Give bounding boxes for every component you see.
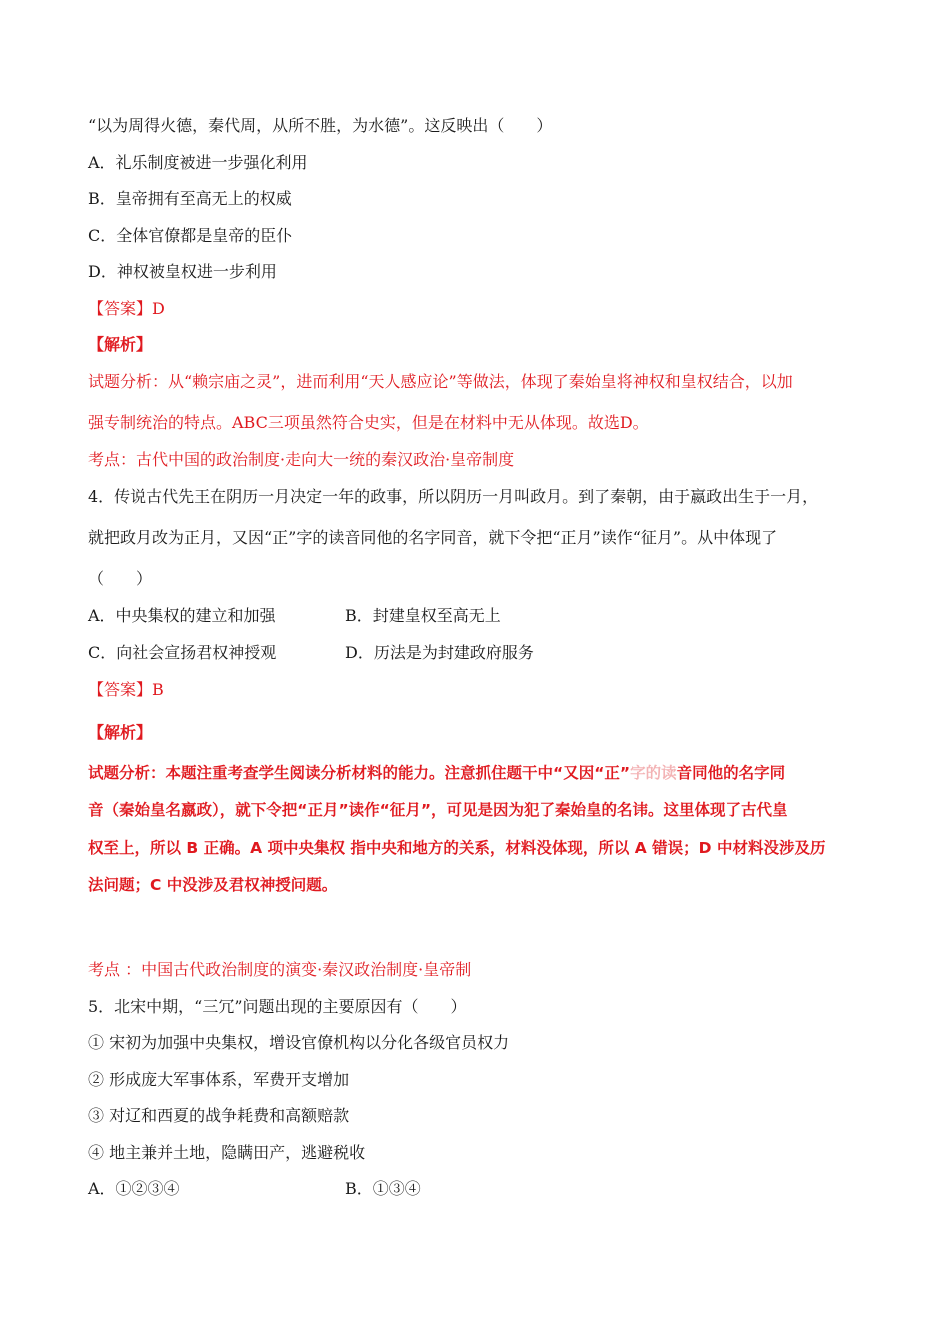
q5-item-1: ① 宋初为加强中央集权，增设官僚机构以分化各级官员权力 (88, 1033, 510, 1052)
q5-item-4: ④ 地主兼并土地，隐瞒田产，逃避税收 (88, 1143, 366, 1162)
q4-analysis-line-1a: 试题分析：本题注重考查学生阅读分析材料的能力。注意抓住题干中“又因“正” (88, 764, 631, 782)
q4-analysis-line-4: 法问题；C 中没涉及君权神授问题。 (88, 876, 338, 894)
q4-analysis-line-2: 音（秦始皇名嬴政），就下令把“正月”读作“征月”，可见是因为犯了秦始皇的名讳。这里体现了古代皇 (88, 801, 788, 819)
q3-analysis-line-1: 试题分析：从“赖宗庙之灵”，进而利用“天人感应论”等做法，体现了秦始皇将神权和皇权结合，以加 (88, 372, 793, 391)
q4-analysis-line-1b: 字的读 (630, 764, 677, 782)
q3-option-b: B．皇帝拥有至高无上的权威 (88, 189, 292, 208)
q3-kaodian: 考点：古代中国的政治制度·走向大一统的秦汉政治·皇帝制度 (88, 450, 515, 469)
q5-option-b: B．①③④ (345, 1179, 421, 1198)
q4-stem-line-3: （ ） (88, 569, 153, 588)
q4-option-a: A．中央集权的建立和加强 (88, 606, 276, 625)
q3-answer: 【答案】D (88, 299, 165, 318)
q4-kaodian: 考点 ：中国古代政治制度的演变·秦汉政治制度·皇帝制 (88, 960, 472, 979)
q4-stem-line-2: 就把政月改为正月，又因“正”字的读音同他的名字同音，就下令把“正月”读作“征月”。从中体现了 (88, 528, 778, 547)
q4-option-b: B．封建皇权至高无上 (345, 606, 501, 625)
q4-option-d: D．历法是为封建政府服务 (345, 643, 534, 662)
q4-analysis-title: 【解析】 (88, 723, 153, 742)
q3-analysis-title: 【解析】 (88, 335, 153, 354)
q4-stem-line-1: 4．传说古代先王在阴历一月决定一年的政事，所以阴历一月叫政月。到了秦朝，由于嬴政出生于一月， (88, 487, 819, 506)
q3-analysis-line-2: 强专制统治的特点。ABC三项虽然符合史实，但是在材料中无从体现。故选D。 (88, 413, 649, 432)
q4-answer: 【答案】B (88, 680, 164, 699)
q4-analysis-line-1 (88, 762, 785, 784)
q4-option-c: C．向社会宣扬君权神授观 (88, 643, 277, 662)
q5-item-3: ③ 对辽和西夏的战争耗费和高额赔款 (88, 1106, 350, 1125)
q3-option-c: C．全体官僚都是皇帝的臣仆 (88, 226, 293, 245)
q5-option-a: A．①②③④ (88, 1179, 180, 1198)
q3-option-d: D．神权被皇权进一步利用 (88, 262, 277, 281)
q4-analysis-line-1c: 音同他的名字同 (676, 764, 786, 782)
q3-stem: “以为周得火德，秦代周，从所不胜，为水德”。这反映出（ ） (88, 116, 553, 135)
q4-analysis-line-3: 权至上，所以 B 正确。A 项中央集权 指中央和地方的关系，材料没体现，所以 A 错误；D 中材料没涉及历 (88, 839, 826, 857)
q3-option-a: A．礼乐制度被进一步强化利用 (88, 153, 308, 172)
q5-stem: 5．北宋中期，“三冗”问题出现的主要原因有（ ） (88, 997, 467, 1016)
q5-item-2: ② 形成庞大军事体系，军费开支增加 (88, 1070, 350, 1089)
